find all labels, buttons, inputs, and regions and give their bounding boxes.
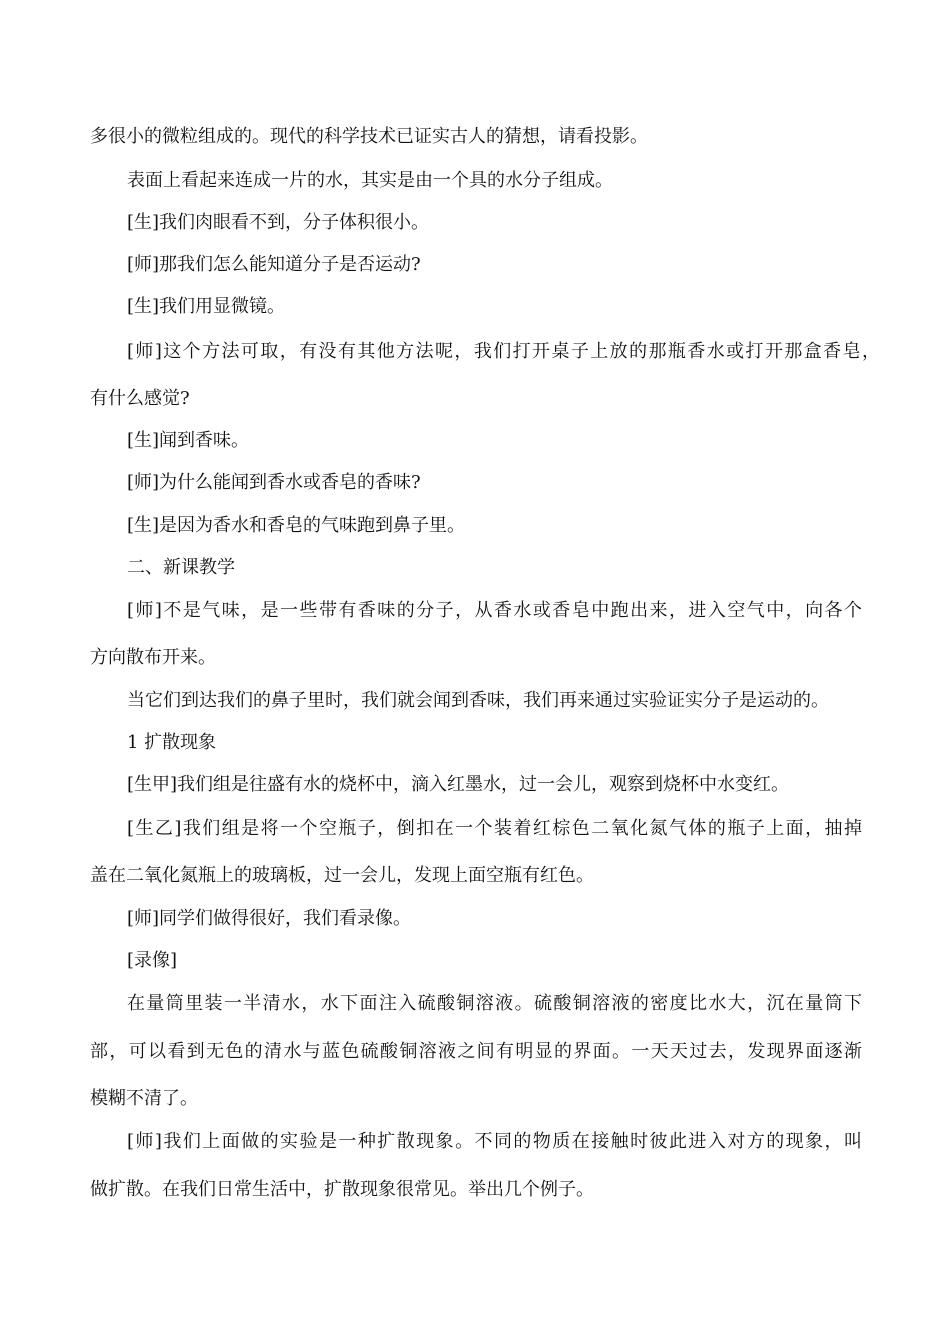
text-line: [师]不是气味，是一些带有香味的分子，从香水或香皂中跑出来，进入空气中，向各个 [127,600,862,621]
text-line: [师]我们上面做的实验是一种扩散现象。不同的物质在接触时彼此进入对方的现象，叫 [127,1131,862,1152]
text-line: 当它们到达我们的鼻子里时，我们就会闻到香味，我们再来通过实验证实分子是运动的。 [127,690,829,711]
text-line: 在量筒里装一半清水，水下面注入硫酸铜溶液。硫酸铜溶液的密度比水大，沉在量筒下 [127,993,862,1014]
text-line: 多很小的微粒组成的。现代的科学技术已证实古人的猜想，请看投影。 [90,126,648,147]
section-heading: 二、新课教学 [127,557,235,578]
text-line: [生]闻到香味。 [127,430,250,451]
text-line: [师]那我们怎么能知道分子是否运动? [127,254,421,275]
text-line: [师]这个方法可取，有没有其他方法呢，我们打开桌子上放的那瓶香水或打开那盒香皂， [127,341,880,362]
text-line: 有什么感觉? [90,388,190,409]
text-line: 模糊不清了。 [90,1088,198,1109]
text-line: 做扩散。在我们日常生活中，扩散现象很常见。举出几个例子。 [90,1179,594,1200]
text-line: [生甲]我们组是往盛有水的烧杯中，滴入红墨水，过一会儿，观察到烧杯中水变红。 [127,774,790,795]
text-line: [师]同学们做得很好，我们看录像。 [127,908,412,929]
subsection-heading: 1 扩散现象 [127,732,217,753]
text-line: [录像] [127,950,178,971]
text-line: [生]是因为香水和香皂的气味跑到鼻子里。 [127,515,466,536]
text-line: 方向散布开来。 [90,647,216,668]
text-line: [生]我们肉眼看不到，分子体积很小。 [127,212,430,233]
text-line: 部，可以看到无色的清水与蓝色硫酸铜溶液之间有明显的界面。一天天过去，发现界面逐渐 [90,1041,862,1062]
text-line: 盖在二氧化氮瓶上的玻璃板，过一会儿，发现上面空瓶有红色。 [90,865,594,886]
text-line: [师]为什么能闻到香水或香皂的香味? [127,472,421,493]
text-line: [生]我们用显微镜。 [127,296,286,317]
text-line: [生乙]我们组是将一个空瓶子，倒扣在一个装着红棕色二氧化氮气体的瓶子上面，抽掉 [127,818,862,839]
text-line: 表面上看起来连成一片的水，其实是由一个具的水分子组成。 [127,170,613,191]
